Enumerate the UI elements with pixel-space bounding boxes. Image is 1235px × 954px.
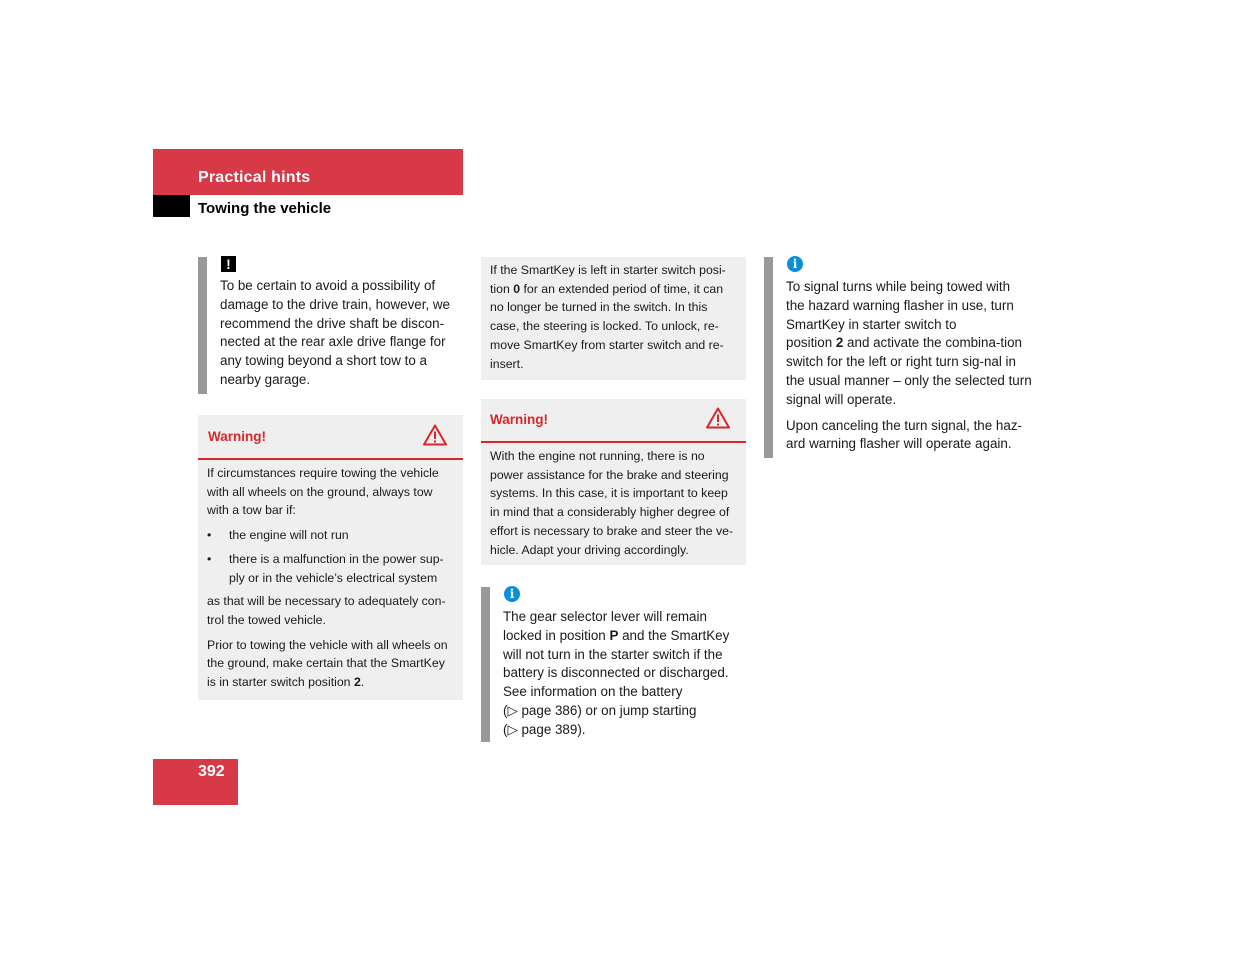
warning-label: Warning!	[490, 412, 548, 427]
info-icon: i	[787, 256, 803, 272]
list-item: • there is a malfunction in the power sup-ply or in the vehicle’s electrical system	[207, 550, 454, 587]
warning-triangle-icon	[423, 424, 447, 446]
warning-header	[481, 399, 746, 443]
subsection-tab	[153, 195, 190, 217]
warning-label: Warning!	[208, 429, 266, 444]
page-number: 392	[198, 763, 225, 780]
info-text: The gear selector lever will remain locked in position P and the SmartKey will not turn in the starter switch if the battery is disconnected or discharged. See information on the battery (▷ page 386) or on jump starting (▷ page 389).	[503, 609, 730, 737]
list-item: • the engine will not run	[207, 526, 454, 545]
warning-after-text: as that will be necessary to adequately con-trol the towed vehicle.	[207, 594, 446, 627]
section-title: Practical hints	[198, 169, 311, 186]
subsection-title: Towing the vehicle	[198, 200, 332, 217]
info-icon: i	[504, 586, 520, 602]
page-number-box	[153, 759, 238, 805]
note-text: To be certain to avoid a possibility of damage to the drive train, however, we recommend the drive shaft be discon-nected at the rear axle drive flange for any towing beyond a short tow to a nearby garage.	[220, 278, 451, 387]
info-text: To signal turns while being towed with the hazard warning flasher in use, turn SmartKey in starter switch to position 2 and activate the combina-tion switch for the left or right turn sig-nal in the usual manner – only the selected turn signal will operate. Upon canceling the turn signal, the haz-ard warning flasher will operate again.	[786, 279, 1032, 452]
warning-prior-text: Prior to towing the vehicle with all wheels on the ground, make certain that the SmartKey is in starter switch position 2.	[207, 637, 448, 690]
warning-body	[481, 443, 746, 565]
warning-body	[198, 460, 463, 700]
warning-text: With the engine not running, there is no power assistance for the brake and steering systems. In this case, it is important to keep in mind that a considerably higher degree of effort is necessary to brake and steer the ve-hicle. Adapt your driving accordingly.	[490, 449, 734, 557]
smartkey-note-text: If the SmartKey is left in starter switch posi-tion 0 for an extended period of time, it can no longer be turned in the switch. In this case, the steering is locked. To unlock, re-move SmartKey from starter switch and re-insert.	[490, 263, 726, 371]
exclamation-icon: !	[221, 256, 236, 272]
warning-triangle-icon	[706, 407, 730, 429]
note-bar	[198, 257, 207, 394]
note-bar	[481, 587, 490, 742]
warning-intro: If circumstances require towing the vehicle with all wheels on the ground, always tow with a tow bar if:	[207, 466, 439, 518]
smartkey-note-box	[481, 257, 746, 380]
warning-header	[198, 415, 463, 460]
note-bar	[764, 257, 773, 458]
